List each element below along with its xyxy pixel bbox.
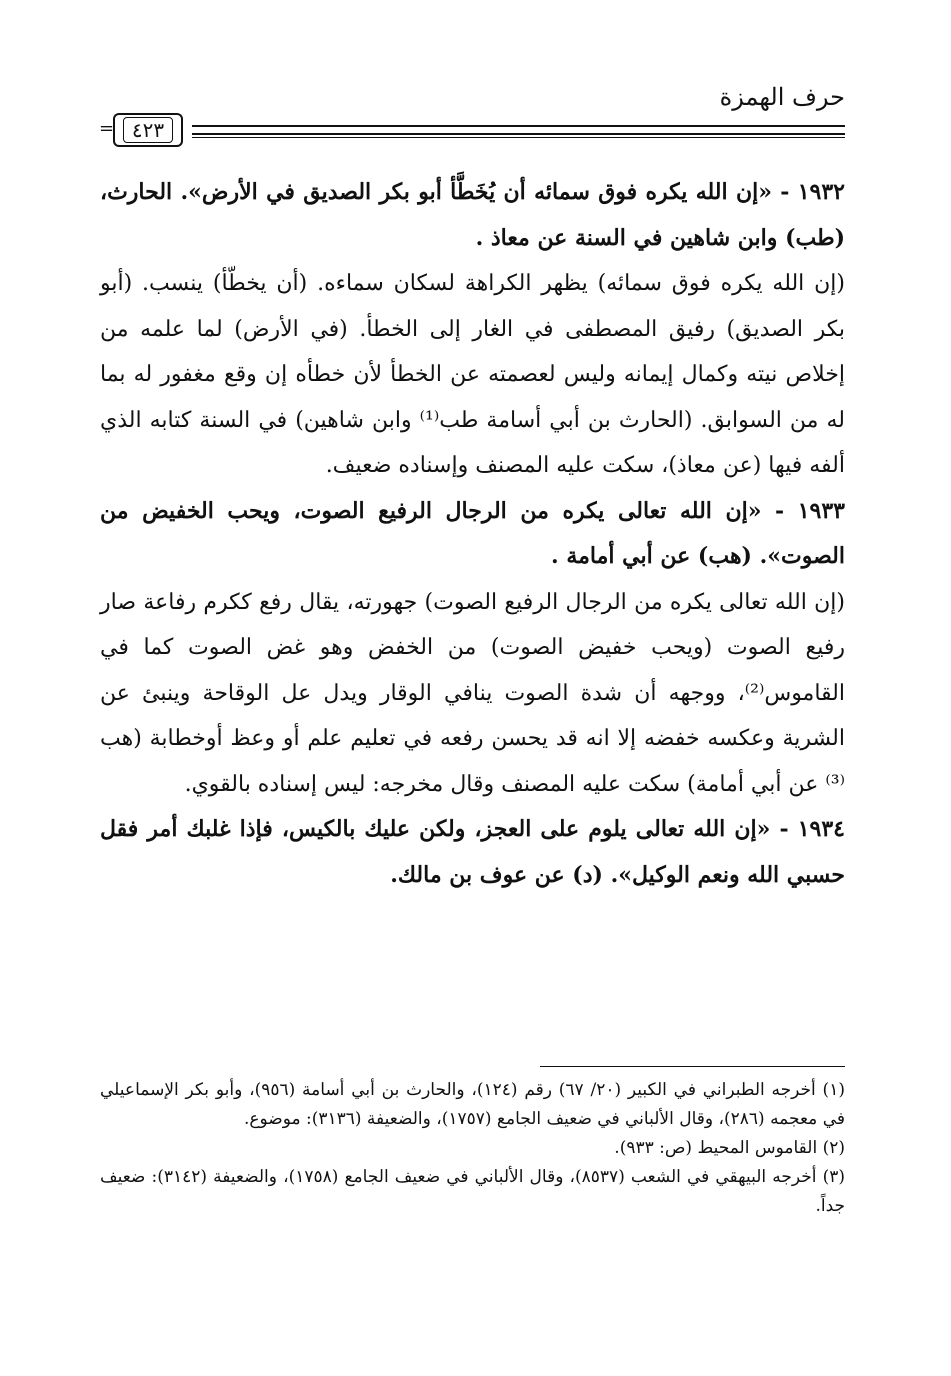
footnote-divider <box>540 1066 845 1067</box>
footnotes <box>100 1076 845 1221</box>
page-number: ٤٢٣ <box>123 117 173 143</box>
page-number-box <box>113 113 183 147</box>
footnote-3: (٣) أخرجه البيهقي في الشعب (٨٥٣٧)، وقال الألباني في ضعيف الجامع (١٧٥٨)، والضعيفة (٣١٤٢): ضعيف جداً. <box>100 1167 845 1216</box>
footnote-2: (٢) القاموس المحيط (ص: ٩٣٣). <box>614 1138 845 1158</box>
footnote-1: (١) أخرجه الطبراني في الكبير (٢٠/ ٦٧) رقم (١٢٤)، والحارث بن أبي أسامة (٩٥٦)، وأبو بكر الإسماعيلي في معجمه (٢٨٦)، وقال الألباني في ضعيف الجامع (١٧٥٧)، والضعيفة (٣١٣٦): موضوع. <box>100 1080 845 1129</box>
hadith-1933: ١٩٣٣ - «إن الله تعالى يكره من الرجال الرفيع الصوت، ويحب الخفيض من الصوت». (هب) عن أبي أمامة . <box>100 497 845 569</box>
running-header-title: حرف الهمزة <box>719 83 845 111</box>
header-rule <box>192 125 845 127</box>
main-text <box>100 170 845 898</box>
header-rule <box>192 133 845 135</box>
commentary-1932: (إن الله يكره فوق سمائه) يظهر الكراهة لسكان سماءه. (أن يخطّأ) ينسب. (أبو بكر الصديق) رفيق المصطفى في الغار إلى الخطأ. (في الأرض) لما علمه من إخلاص نيته وكمال إيمانه وليس لعصمته عن الخطأ لأن خطأه إن وقع مغفور له بما له من السوابق. (الحارث بن أبي أسامة طب⁽¹⁾ وابن شاهين) في السنة كتابه الذي ألفه فيها (عن معاذ)، سكت عليه المصنف وإسناده ضعيف. <box>100 271 845 478</box>
header-rule <box>192 137 845 138</box>
page-number-dash: = <box>99 118 115 139</box>
hadith-1934: ١٩٣٤ - «إن الله تعالى يلوم على العجز، ولكن عليك بالكيس، فإذا غلبك أمر فقل حسبي الله ونعم الوكيل». (د) عن عوف بن مالك. <box>100 816 845 888</box>
commentary-1933: (إن الله تعالى يكره من الرجال الرفيع الصوت) جهورته، يقال رفع ككرم رفاعة صار رفيع الصوت (ويحب خفيض الصوت) من الخفض وهو غض الصوت كما في القاموس⁽²⁾، ووجهه أن شدة الصوت ينافي الوقار ويدل عل الوقاحة وينبئ عن الشرية وعكسه خفضه إلا انه قد يحسن رفعه في تعليم علم أو وعظ أوخطابة (هب ⁽³⁾ عن أبي أمامة) سكت عليه المصنف وقال مخرجه: ليس إسناده بالقوي. <box>100 589 845 797</box>
hadith-1932: ١٩٣٢ - «إن الله يكره فوق سمائه أن يُخَطَّأ أبو بكر الصديق في الأرض». الحارث، (طب) وابن شاهين في السنة عن معاذ . <box>100 179 845 251</box>
